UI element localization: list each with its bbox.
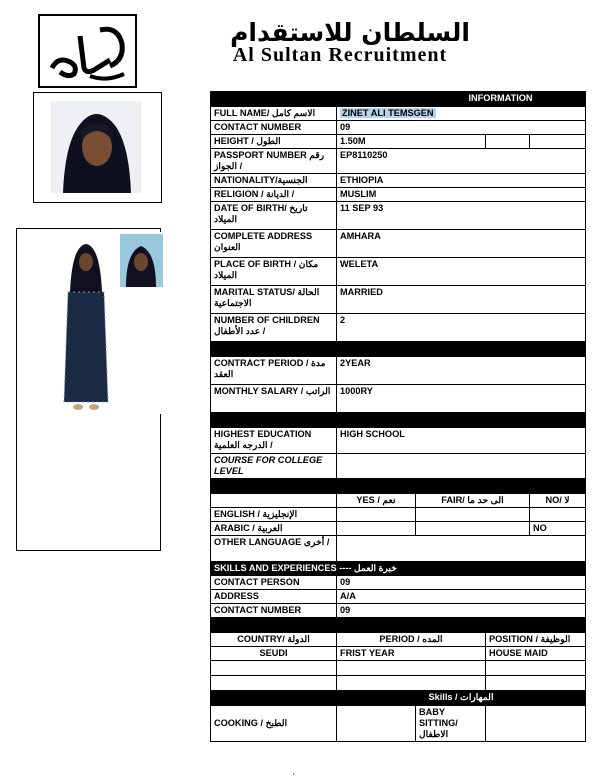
address-label: COMPLETE ADDRESS العنوان <box>211 230 337 258</box>
contact-person-label: CONTACT PERSON <box>211 576 337 590</box>
exp-period: FRIST YEAR <box>337 647 486 661</box>
children-value: 2 <box>337 314 586 342</box>
birthplace-value: WELETA <box>337 258 586 286</box>
exp-address-value: A/A <box>337 590 586 604</box>
information-header: INFORMATION <box>416 92 586 107</box>
exp-address-label: ADDRESS <box>211 590 337 604</box>
skills-spacer <box>211 691 337 706</box>
contract-period-label: CONTRACT PERIOD / مدة العقد <box>211 357 337 385</box>
dob-label: DATE OF BIRTH/ تاريخ الميلاد <box>211 202 337 230</box>
nationality-value: ETHIOPIA <box>337 174 586 188</box>
english-yes <box>337 508 416 522</box>
salary-value: 1000RY <box>337 385 586 413</box>
full-name-label: FULL NAME/ الاسم كامل <box>211 107 337 121</box>
language-header-blank <box>211 494 337 508</box>
skills-header: Skills / المهارات <box>337 691 586 706</box>
headshot-photo <box>33 92 162 203</box>
english-label: ENGLISH / الإنجليزية <box>211 508 337 522</box>
other-language-label: OTHER LANGUAGE أخرى / <box>211 536 337 562</box>
arabic-yes <box>337 522 416 536</box>
section-separator <box>211 479 586 494</box>
nationality-label: NATIONALITY/الجنسية <box>211 174 337 188</box>
arabic-no: NO <box>530 522 586 536</box>
english-no <box>530 508 586 522</box>
information-table <box>210 91 586 742</box>
exp-empty <box>211 661 337 676</box>
exp-empty <box>337 661 486 676</box>
arabic-label: ARABIC / العربية <box>211 522 337 536</box>
company-logo <box>38 14 137 88</box>
contact-number-label: CONTACT NUMBER <box>211 121 337 135</box>
height-value: 1.50M <box>337 135 486 149</box>
full-body-photo <box>16 228 161 551</box>
course-value <box>337 454 586 479</box>
empty-cell <box>486 135 530 149</box>
lang-no-header: NO/ لا <box>530 494 586 508</box>
skills-experiences-header: SKILLS AND EXPERIENCES ---- خبرة العمل <box>211 562 586 576</box>
country-header: COUNTRY/ الدولة <box>211 633 337 647</box>
marital-status-label: MARITAL STATUS/ الحالة الاجتماعية <box>211 286 337 314</box>
english-fair <box>416 508 530 522</box>
passport-value: EP8110250 <box>337 149 586 174</box>
header-spacer <box>211 92 416 107</box>
height-label: HEIGHT / الطول <box>211 135 337 149</box>
children-label: NUMBER OF CHILDREN عدد الأطفال / <box>211 314 337 342</box>
cooking-value <box>337 706 416 742</box>
passport-label: PASSPORT NUMBER رقم الجواز / <box>211 149 337 174</box>
baby-sitting-label: BABY SITTING/ الاطفال <box>416 706 486 742</box>
religion-label: RELIGION / الديانة / <box>211 188 337 202</box>
arabic-fair <box>416 522 530 536</box>
exp-empty <box>211 676 337 691</box>
contact-person-value: 09 <box>337 576 586 590</box>
exp-contact-number-value: 09 <box>337 604 586 618</box>
empty-cell <box>530 135 586 149</box>
cooking-label: COOKING / الطبخ <box>211 706 337 742</box>
position-header: POSITION / الوظيفة <box>486 633 586 647</box>
brand-arabic: السلطان للاستقدام <box>230 18 470 47</box>
section-separator <box>211 618 586 633</box>
exp-country: SEUDI <box>211 647 337 661</box>
education-value: HIGH SCHOOL <box>337 428 586 454</box>
full-name-value-cell <box>337 107 586 121</box>
dob-value: 11 SEP 93 <box>337 202 586 230</box>
exp-empty <box>486 661 586 676</box>
footer-mark: ' <box>293 772 295 781</box>
marital-status-value: MARRIED <box>337 286 586 314</box>
contact-number-value: 09 <box>337 121 586 135</box>
period-header: PERIOD / المده <box>337 633 486 647</box>
education-label: HIGHEST EDUCATION الدرجه العلمية / <box>211 428 337 454</box>
course-label: COURSE FOR COLLEGE LEVEL <box>211 454 337 479</box>
exp-position: HOUSE MAID <box>486 647 586 661</box>
birthplace-label: PLACE OF BIRTH / مكان الميلاد <box>211 258 337 286</box>
lang-fair-header: FAIR/ الى حد ما <box>416 494 530 508</box>
section-separator <box>211 342 586 357</box>
baby-sitting-value <box>486 706 586 742</box>
lang-yes-header: YES / نعم <box>337 494 416 508</box>
exp-empty <box>486 676 586 691</box>
exp-empty <box>337 676 486 691</box>
other-language-value <box>337 536 586 562</box>
religion-value: MUSLIM <box>337 188 586 202</box>
section-separator <box>211 413 586 428</box>
salary-label: MONTHLY SALARY / الراتب <box>211 385 337 413</box>
full-name-value: ZINET ALI TEMSGEN <box>342 108 434 118</box>
contract-period-value: 2YEAR <box>337 357 586 385</box>
address-value: AMHARA <box>337 230 586 258</box>
exp-contact-number-label: CONTACT NUMBER <box>211 604 337 618</box>
brand-english: Al Sultan Recruitment <box>232 44 448 66</box>
